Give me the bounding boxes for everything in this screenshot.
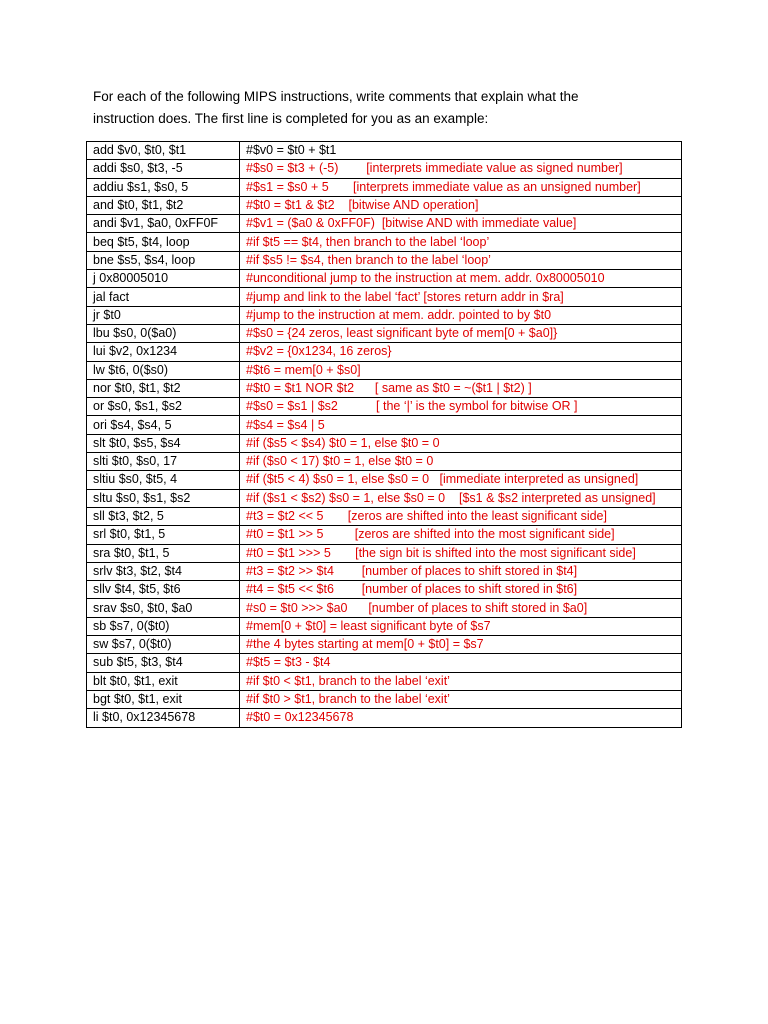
instruction-cell: add $v0, $t0, $t1: [87, 142, 240, 160]
table-row: [87, 196, 682, 214]
table-row: [87, 434, 682, 452]
comment-cell: #$t0 = $t1 NOR $t2 [ same as $t0 = ~($t1 | $t2) ]: [240, 379, 682, 397]
instruction-cell: lbu $s0, 0($a0): [87, 324, 240, 342]
comment-cell: #$s1 = $s0 + 5 [interprets immediate value as an unsigned number]: [240, 178, 682, 196]
comment-cell: #jump and link to the label ‘fact’ [stores return addr in $ra]: [240, 288, 682, 306]
instruction-cell: sltu $s0, $s1, $s2: [87, 489, 240, 507]
table-row: [87, 690, 682, 708]
instruction-cell: beq $t5, $t4, loop: [87, 233, 240, 251]
table-row: [87, 507, 682, 525]
table-row: [87, 160, 682, 178]
table-row: [87, 361, 682, 379]
table-row: [87, 343, 682, 361]
instruction-cell: sb $s7, 0($t0): [87, 617, 240, 635]
table-row: [87, 636, 682, 654]
table-row: [87, 306, 682, 324]
table-row: [87, 654, 682, 672]
table-row: [87, 251, 682, 269]
instruction-cell: lui $v2, 0x1234: [87, 343, 240, 361]
instruction-cell: slti $t0, $s0, 17: [87, 453, 240, 471]
instruction-cell: j 0x80005010: [87, 270, 240, 288]
instruction-cell: blt $t0, $t1, exit: [87, 672, 240, 690]
intro-line-1: For each of the following MIPS instructions, write comments that explain what the: [93, 89, 579, 104]
comment-cell: #$t0 = 0x12345678: [240, 709, 682, 727]
mips-instruction-table: [86, 141, 682, 728]
instruction-cell: ori $s4, $s4, 5: [87, 416, 240, 434]
comment-cell: #if ($t5 < 4) $s0 = 1, else $s0 = 0 [immediate interpreted as unsigned]: [240, 471, 682, 489]
table-body: [87, 142, 682, 728]
instruction-cell: sll $t3, $t2, 5: [87, 507, 240, 525]
instruction-cell: li $t0, 0x12345678: [87, 709, 240, 727]
comment-cell: #$s4 = $s4 | 5: [240, 416, 682, 434]
table-row: [87, 416, 682, 434]
table-row: [87, 142, 682, 160]
table-row: [87, 215, 682, 233]
instruction-cell: bne $s5, $s4, loop: [87, 251, 240, 269]
comment-cell: #$t6 = mem[0 + $s0]: [240, 361, 682, 379]
instruction-cell: andi $v1, $a0, 0xFF0F: [87, 215, 240, 233]
instruction-cell: or $s0, $s1, $s2: [87, 398, 240, 416]
comment-cell: #if ($s0 < 17) $t0 = 1, else $t0 = 0: [240, 453, 682, 471]
intro-line-2: instruction does. The first line is completed for you as an example:: [93, 111, 489, 126]
comment-cell: #t3 = $t2 << 5 [zeros are shifted into the least significant side]: [240, 507, 682, 525]
table-row: [87, 709, 682, 727]
instruction-cell: sw $s7, 0($t0): [87, 636, 240, 654]
comment-cell: #mem[0 + $t0] = least significant byte of $s7: [240, 617, 682, 635]
instruction-cell: srav $s0, $t0, $a0: [87, 599, 240, 617]
table-row: [87, 471, 682, 489]
comment-cell: #if $t5 == $t4, then branch to the label ‘loop’: [240, 233, 682, 251]
table-row: [87, 288, 682, 306]
table-row: [87, 617, 682, 635]
instruction-cell: srl $t0, $t1, 5: [87, 526, 240, 544]
comment-cell: #$t0 = $t1 & $t2 [bitwise AND operation]: [240, 196, 682, 214]
comment-cell: #if $t0 < $t1, branch to the label ‘exit’: [240, 672, 682, 690]
table-row: [87, 581, 682, 599]
table-row: [87, 324, 682, 342]
table-row: [87, 544, 682, 562]
table-row: [87, 672, 682, 690]
comment-cell: #if $t0 > $t1, branch to the label ‘exit’: [240, 690, 682, 708]
comment-cell: #t0 = $t1 >> 5 [zeros are shifted into the most significant side]: [240, 526, 682, 544]
instruction-cell: srlv $t3, $t2, $t4: [87, 562, 240, 580]
instruction-cell: sllv $t4, $t5, $t6: [87, 581, 240, 599]
instruction-cell: sub $t5, $t3, $t4: [87, 654, 240, 672]
comment-cell: #jump to the instruction at mem. addr. pointed to by $t0: [240, 306, 682, 324]
instruction-cell: jr $t0: [87, 306, 240, 324]
instruction-cell: addi $s0, $t3, -5: [87, 160, 240, 178]
comment-cell: #t3 = $t2 >> $t4 [number of places to shift stored in $t4]: [240, 562, 682, 580]
comment-cell: #unconditional jump to the instruction at mem. addr. 0x80005010: [240, 270, 682, 288]
comment-cell: #$s0 = {24 zeros, least significant byte of mem[0 + $a0]}: [240, 324, 682, 342]
comment-cell: #$s0 = $s1 | $s2 [ the ‘|’ is the symbol for bitwise OR ]: [240, 398, 682, 416]
table-row: [87, 453, 682, 471]
instruction-cell: addiu $s1, $s0, 5: [87, 178, 240, 196]
comment-cell: #$v1 = ($a0 & 0xFF0F) [bitwise AND with immediate value]: [240, 215, 682, 233]
table-row: [87, 599, 682, 617]
instruction-cell: slt $t0, $s5, $s4: [87, 434, 240, 452]
comment-cell: #$v0 = $t0 + $t1: [240, 142, 682, 160]
instruction-cell: jal fact: [87, 288, 240, 306]
instructions-paragraph: [93, 86, 693, 130]
comment-cell: #$t5 = $t3 - $t4: [240, 654, 682, 672]
instruction-cell: sra $t0, $t1, 5: [87, 544, 240, 562]
comment-cell: #t0 = $t1 >>> 5 [the sign bit is shifted into the most significant side]: [240, 544, 682, 562]
comment-cell: #t4 = $t5 << $t6 [number of places to shift stored in $t6]: [240, 581, 682, 599]
table-row: [87, 233, 682, 251]
comment-cell: #$v2 = {0x1234, 16 zeros}: [240, 343, 682, 361]
instruction-cell: bgt $t0, $t1, exit: [87, 690, 240, 708]
instruction-cell: sltiu $s0, $t5, 4: [87, 471, 240, 489]
comment-cell: #$s0 = $t3 + (-5) [interprets immediate value as signed number]: [240, 160, 682, 178]
table-row: [87, 270, 682, 288]
comment-cell: #s0 = $t0 >>> $a0 [number of places to shift stored in $a0]: [240, 599, 682, 617]
instruction-cell: lw $t6, 0($s0): [87, 361, 240, 379]
table-row: [87, 489, 682, 507]
comment-cell: #if ($s1 < $s2) $s0 = 1, else $s0 = 0 [$s1 & $s2 interpreted as unsigned]: [240, 489, 682, 507]
comment-cell: #if $s5 != $s4, then branch to the label ‘loop’: [240, 251, 682, 269]
table-row: [87, 379, 682, 397]
table-row: [87, 398, 682, 416]
table-row: [87, 526, 682, 544]
comment-cell: #if ($s5 < $s4) $t0 = 1, else $t0 = 0: [240, 434, 682, 452]
comment-cell: #the 4 bytes starting at mem[0 + $t0] = $s7: [240, 636, 682, 654]
table-row: [87, 178, 682, 196]
instruction-cell: nor $t0, $t1, $t2: [87, 379, 240, 397]
instruction-cell: and $t0, $t1, $t2: [87, 196, 240, 214]
table-row: [87, 562, 682, 580]
